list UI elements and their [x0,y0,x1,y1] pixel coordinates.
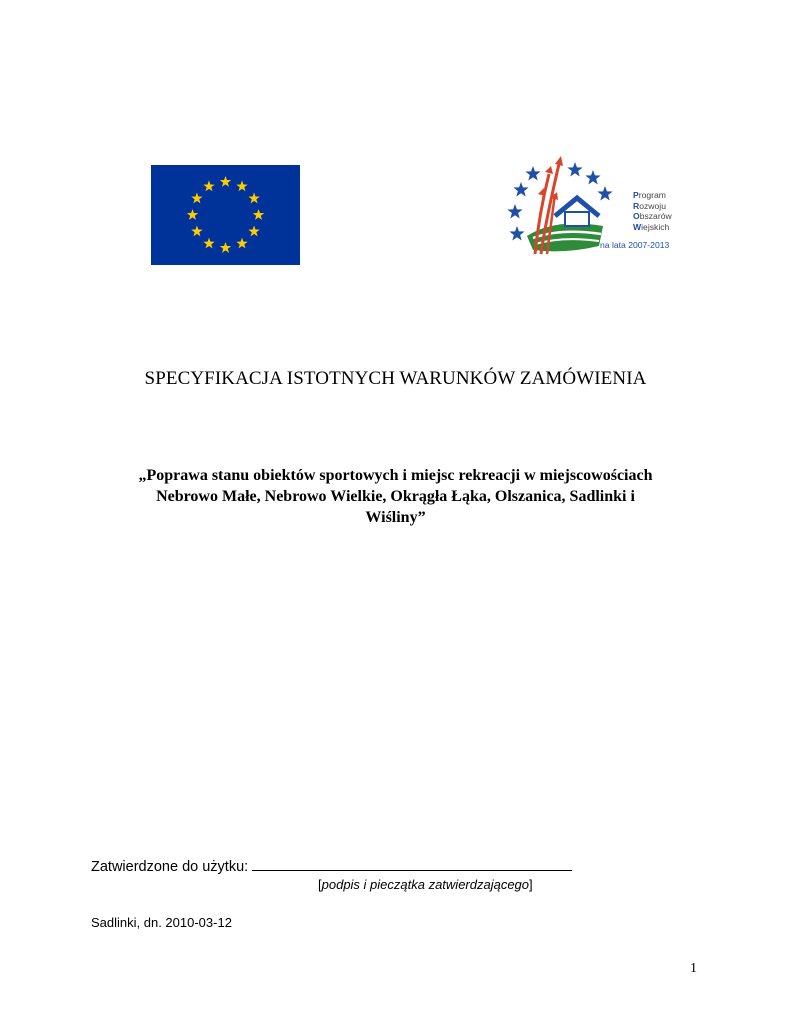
eu-flag-icon [151,165,300,265]
prow-logo-icon [505,154,685,262]
prow-star-icon [525,166,540,180]
signature-line [252,856,572,871]
document-subject [90,465,701,528]
prow-star-icon [513,182,528,196]
document-title: SPECYFIKACJA ISTOTNYCH WARUNKÓW ZAMÓWIENIA [144,368,647,389]
prow-line: Program [633,190,666,200]
approval-line [91,856,572,875]
place-date: Sadlinki, dn. 2010-03-12 [91,915,232,930]
prow-star-icon [585,170,600,184]
signature-note [318,877,533,892]
prow-star-icon [567,162,582,176]
prow-star-icon [507,204,522,218]
prow-line: Rozwoju [633,200,666,211]
prow-line: Obszarów [633,211,672,222]
subject-line: „Poprawa stanu obiektów sportowych i miejsc rekreacji w miejscowościach [138,467,653,484]
approval-label: Zatwierdzone do użytku: [91,859,249,875]
prow-star-icon [509,226,524,240]
prow-years-label: na lata 2007-2013 [600,240,670,250]
prow-line: Wiejskich [633,221,670,232]
subject-line: Wiśliny” [365,509,426,526]
subject-line: Nebrowo Małe, Nebrowo Wielkie, Okrągła Łąka, Olszanica, Sadlinki i [156,488,635,505]
signature-note-text: podpis i pieczątka zatwierdzającego [321,877,530,892]
bracket-close: ] [529,877,533,892]
prow-logo-text [633,190,672,232]
page-number: 1 [690,961,697,976]
prow-star-icon [597,186,612,200]
bracket-open: [ [318,877,322,892]
